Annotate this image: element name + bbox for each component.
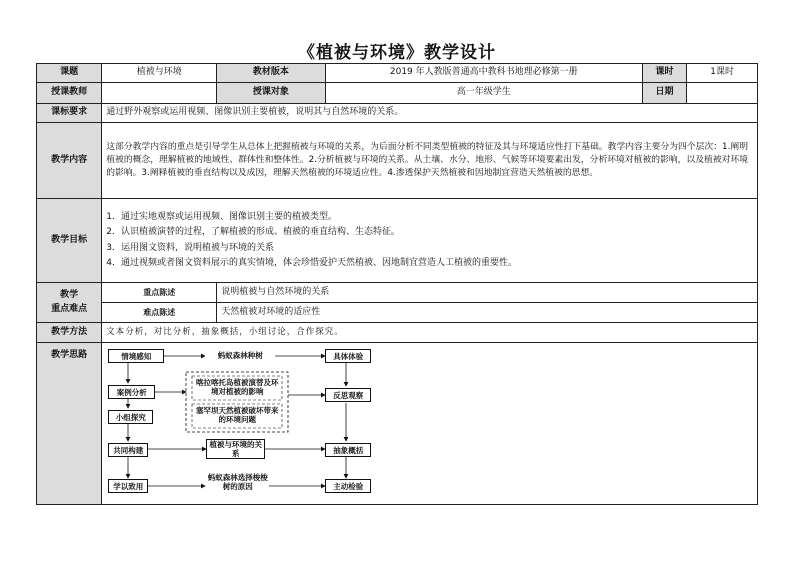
methods-label: 教学方法 bbox=[37, 323, 102, 343]
difficulty-label: 难点陈述 bbox=[102, 303, 217, 323]
row-focus bbox=[37, 283, 758, 303]
date-value bbox=[687, 83, 758, 104]
flow-box-situation: 情境感知 bbox=[108, 349, 164, 363]
standard-label: 课标要求 bbox=[37, 104, 102, 123]
difficulty-text: 天然植被对环境的适应性 bbox=[217, 303, 758, 323]
objective-item: 3．运用图文资料，说明植被与环境的关系 bbox=[106, 242, 274, 253]
teacher-value bbox=[102, 83, 217, 104]
topic-label: 课题 bbox=[37, 64, 102, 83]
flow-label-reason: 蚂蚁森林选择梭梭树的原因 bbox=[207, 473, 268, 491]
hours-value: 1课时 bbox=[687, 64, 758, 83]
methods-text: 文本分析，对比分析，抽象概括，小组讨论，合作探究。 bbox=[102, 323, 758, 343]
flow-box-case: 案例分析 bbox=[108, 385, 155, 399]
key-label bbox=[37, 283, 102, 323]
key-label-line2: 重点难点 bbox=[51, 303, 88, 314]
flow-label-saihanba: 塞罕坝天然植被破坏带来的环境问题 bbox=[195, 406, 279, 424]
row-standard bbox=[37, 104, 758, 123]
textbook-label: 教材版本 bbox=[217, 64, 325, 83]
objective-item: 2．认识植被演替的过程，了解植被的形成、植被的垂直结构、生态特征。 bbox=[106, 227, 400, 237]
row-flow bbox=[37, 343, 758, 505]
flow-box-relation: 植被与环境的关系 bbox=[206, 439, 265, 459]
standard-text: 通过野外观察或运用视频、图像识别主要植被，说明其与自然环境的关系。 bbox=[102, 104, 758, 123]
flow-box-reflect: 反思观察 bbox=[325, 388, 371, 402]
row-teacher bbox=[37, 83, 758, 104]
key-label-line1: 教学 bbox=[60, 290, 79, 300]
focus-text: 说明植被与自然环境的关系 bbox=[217, 283, 758, 303]
flow-label-forest: 蚂蚁森林种树 bbox=[205, 349, 275, 363]
objective-item: 1．通过实地观察或运用视频、图像识别主要的植被类型。 bbox=[106, 211, 337, 222]
textbook-value: 2019 年人教版普通高中教科书地理必修第一册 bbox=[325, 64, 642, 83]
row-content bbox=[37, 123, 758, 199]
hours-label: 课时 bbox=[642, 64, 686, 83]
flow-box-experience: 具体体验 bbox=[325, 349, 371, 363]
page-title: 《植被与环境》教学设计 bbox=[298, 43, 496, 63]
content-label: 教学内容 bbox=[37, 123, 102, 199]
flow-cell bbox=[102, 343, 758, 505]
row-topic bbox=[37, 64, 758, 83]
row-methods bbox=[37, 323, 758, 343]
flow-box-abstract: 抽象概括 bbox=[325, 443, 371, 457]
flow-box-group: 小组探究 bbox=[108, 410, 153, 424]
teaching-flow-diagram bbox=[106, 345, 376, 497]
objectives-label: 教学目标 bbox=[37, 199, 102, 283]
content-text: 这部分教学内容的重点是引导学生从总体上把握植被与环境的关系，为后面分析不同类型植被的特征及其与环境适应性打下基础。教学内容主要分为四个层次：1.阐明植被的概念，理解植被的地域性、群体性和整体性。2.分析植被与环境的关系。从土壤、水分、地形、气候等环境要素出发，分析环境对植被的影响，以及植被对环境的影响。3.阐释植被的垂直结构以及成因，理解天然植被的环境适应性。4.渗透保护天然植被和因地制宜营造天然植被的思想。 bbox=[102, 123, 758, 199]
focus-label: 重点陈述 bbox=[102, 283, 217, 303]
row-difficulty bbox=[37, 303, 758, 323]
teacher-label: 授课教师 bbox=[37, 83, 102, 104]
flow-box-verify: 主动检验 bbox=[325, 479, 371, 493]
objectives-list bbox=[102, 199, 758, 283]
flow-box-apply: 学以致用 bbox=[108, 479, 148, 493]
flow-label: 教学思路 bbox=[37, 343, 102, 505]
lesson-plan-table bbox=[36, 63, 758, 505]
audience-label: 授课对象 bbox=[217, 83, 325, 104]
date-label: 日期 bbox=[642, 83, 686, 104]
audience-value: 高一年级学生 bbox=[325, 83, 642, 104]
objective-item: 4．通过视频或者图文资料展示的真实情境，体会珍惜爱护天然植被、因地制宜营造人工植被的重要性。 bbox=[106, 258, 517, 268]
row-objectives bbox=[37, 199, 758, 283]
topic-value: 植被与环境 bbox=[102, 64, 217, 83]
flow-box-build: 共同构建 bbox=[108, 443, 148, 457]
flow-label-lara: 喀拉喀托岛植被演替及环境对植被的影响 bbox=[195, 378, 279, 396]
